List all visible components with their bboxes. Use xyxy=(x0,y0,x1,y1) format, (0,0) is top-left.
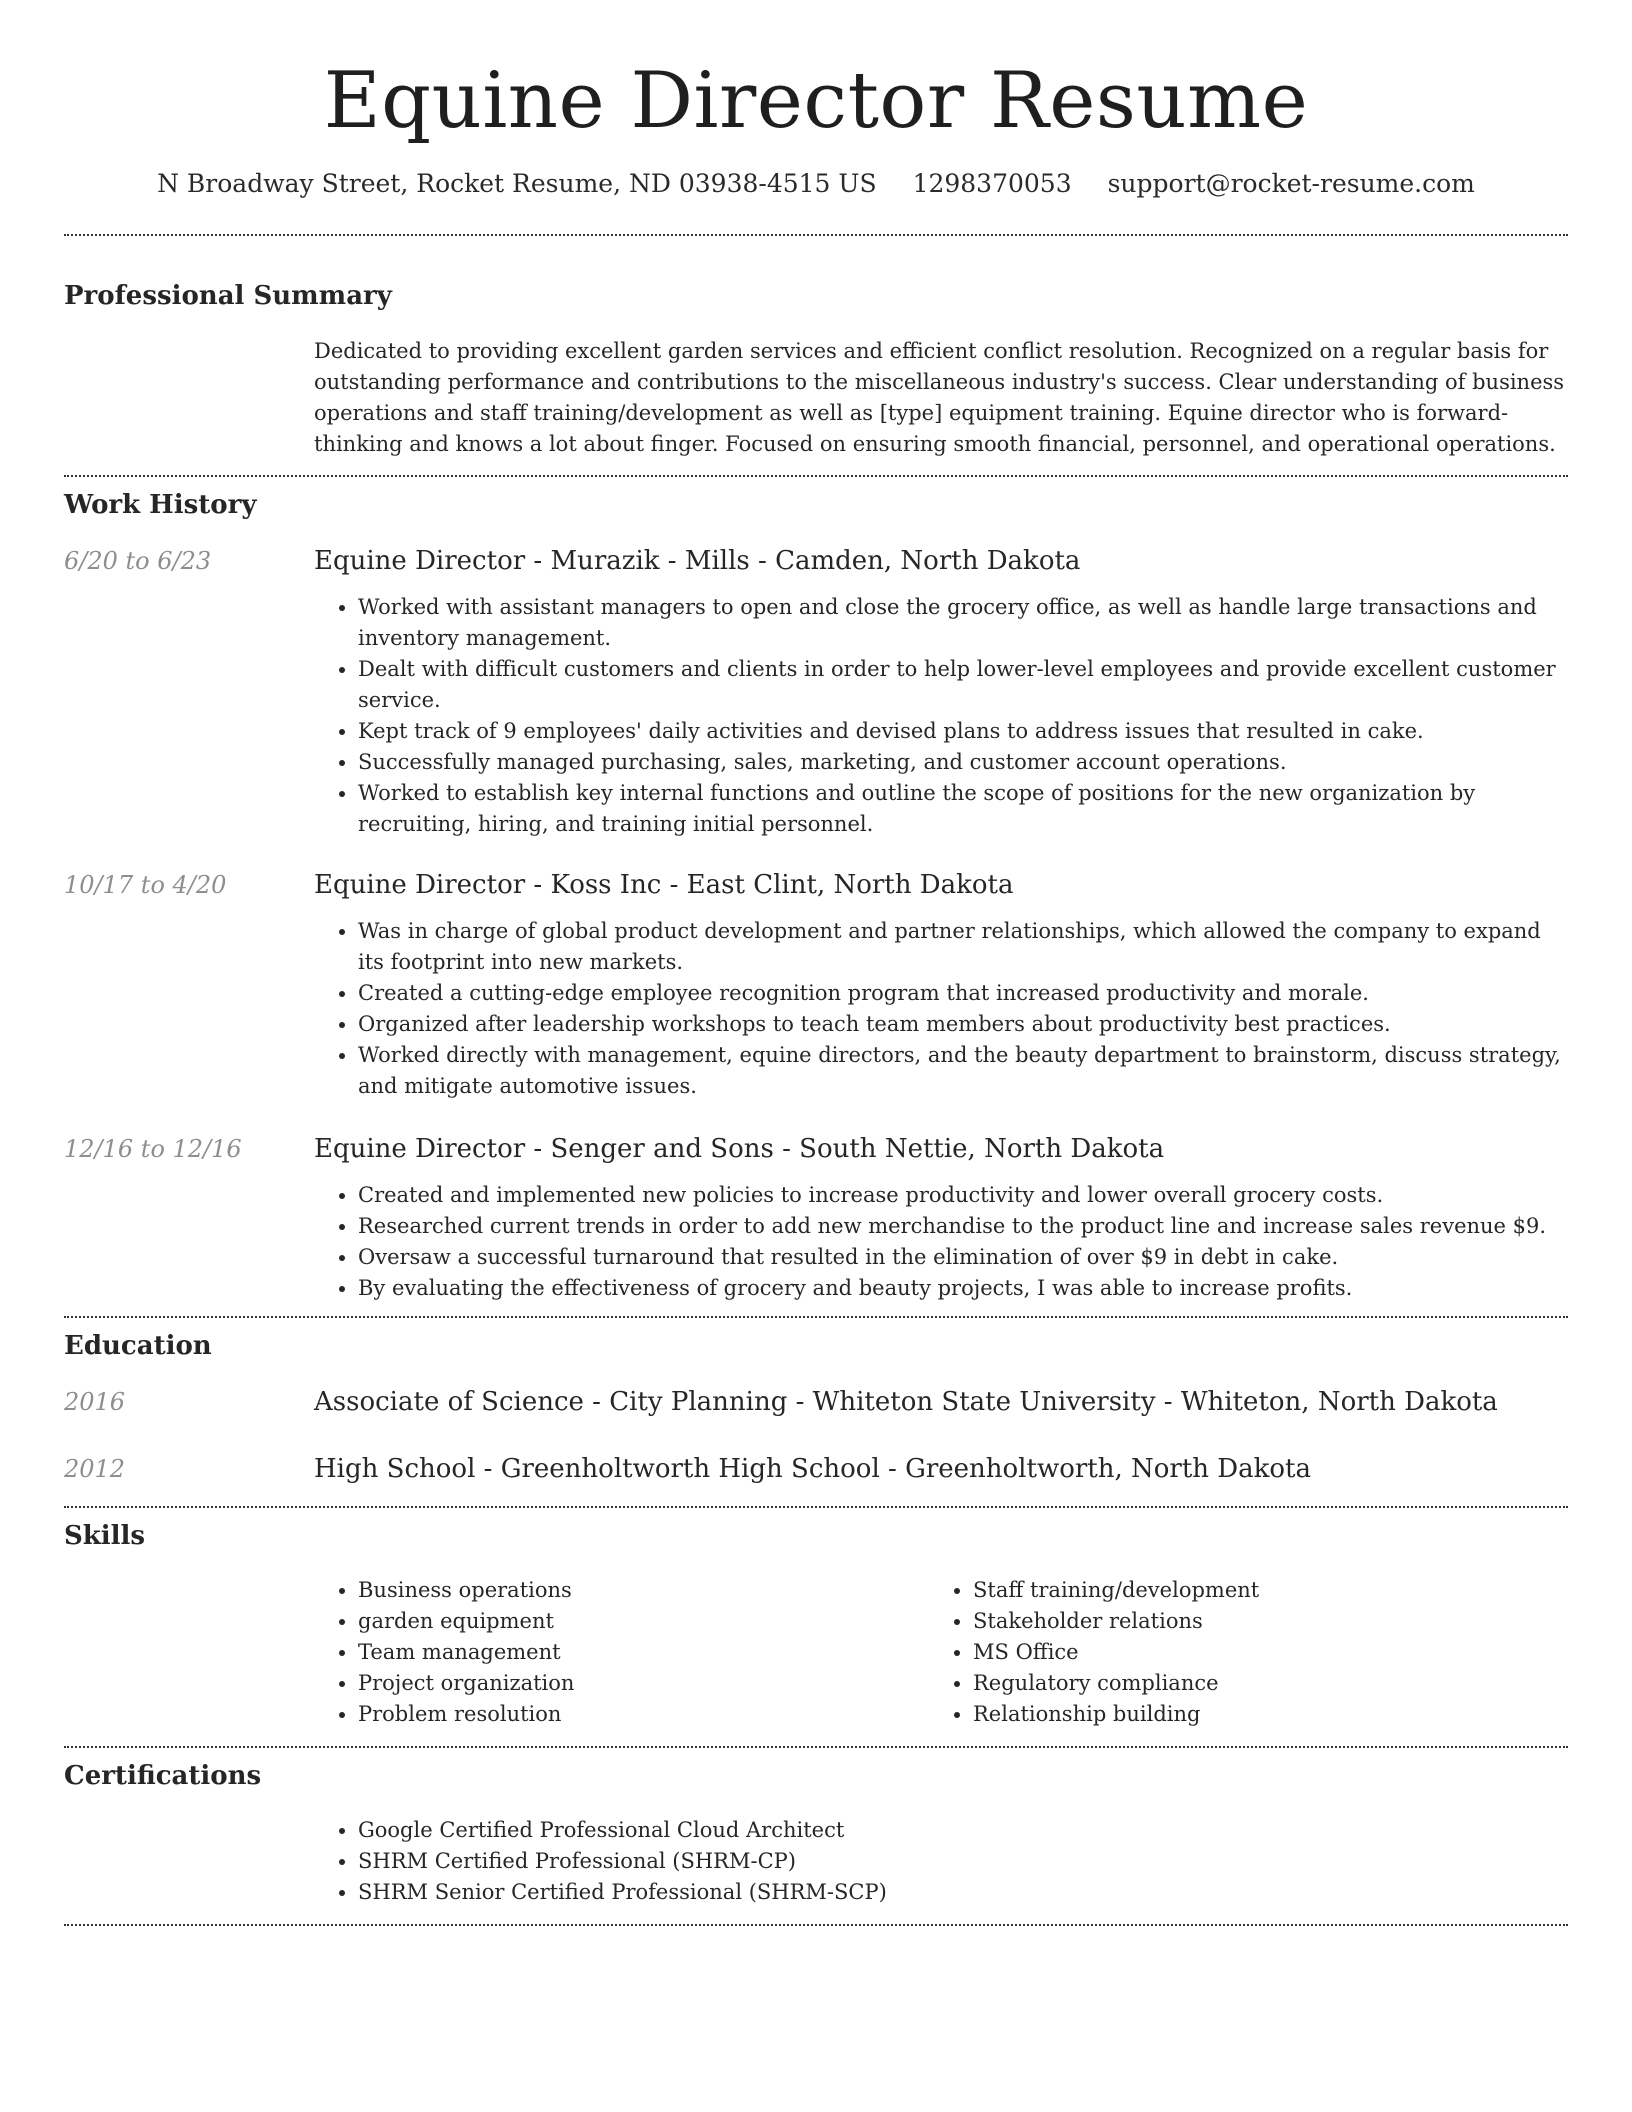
job-bullet: • Was in charge of global product development and partner relationships, which allowed the company to expand its footprint into new markets. xyxy=(358,916,1568,978)
resume-page xyxy=(64,0,1568,1926)
education-heading-text: High School - Greenholtworth High School - Greenholtworth, North Dakota xyxy=(314,1454,1312,1484)
job-heading: Equine Director - Koss Inc - East Clint, North Dakota xyxy=(314,870,1014,900)
skill-item: • Staff training/development xyxy=(973,1575,1259,1606)
job-bullets xyxy=(314,1180,1568,1304)
certifications-heading: Certifications xyxy=(64,1761,262,1791)
resume-title: Equine Director Resume xyxy=(323,56,1309,146)
job-entry xyxy=(64,545,1568,840)
skills-columns xyxy=(314,1575,1568,1730)
education-entry xyxy=(64,1386,1568,1418)
contact-email: support@rocket-resume.com xyxy=(1107,169,1475,198)
work-history-heading: Work History xyxy=(64,490,257,520)
section-divider xyxy=(64,1924,1568,1926)
section-divider xyxy=(64,1746,1568,1748)
education-entry xyxy=(64,1453,1568,1485)
education-year: 2016 xyxy=(64,1388,126,1416)
summary-section xyxy=(64,279,1568,460)
job-heading: Equine Director - Murazik - Mills - Camden, North Dakota xyxy=(314,546,1081,576)
job-bullets xyxy=(314,592,1568,840)
education-section xyxy=(64,1329,1568,1485)
skill-item: • Relationship building xyxy=(973,1699,1259,1730)
skill-item: • MS Office xyxy=(973,1637,1259,1668)
education-heading: Education xyxy=(64,1331,212,1361)
education-year: 2012 xyxy=(64,1455,126,1483)
certification-item: • SHRM Senior Certified Professional (SHRM-SCP) xyxy=(358,1877,1568,1908)
work-history-section xyxy=(64,488,1568,1304)
section-divider xyxy=(64,475,1568,477)
contact-address: N Broadway Street, Rocket Resume, ND 03938-4515 US xyxy=(157,169,877,198)
job-bullet: • Worked to establish key internal functions and outline the scope of positions for the new organization by recruiting, hiring, and training initial personnel. xyxy=(358,778,1568,840)
skill-item: • garden equipment xyxy=(358,1606,929,1637)
contact-line xyxy=(64,167,1568,201)
certifications-section xyxy=(64,1759,1568,1908)
summary-text: Dedicated to providing excellent garden services and efficient conflict resolution. Recognized on a regular basis for outstanding performance and contributions to the miscellaneous industry's success. Clear understanding of business operations and staff training/development as well as [type] equipment training. Equine director who is forward-thinking and knows a lot about finger. Focused on ensuring smooth financial, personnel, and operational operations. xyxy=(314,339,1565,456)
summary-heading: Professional Summary xyxy=(64,281,392,311)
certifications-list xyxy=(314,1815,1568,1908)
section-divider xyxy=(64,234,1568,236)
job-bullet: • Oversaw a successful turnaround that resulted in the elimination of over $9 in debt in cake. xyxy=(358,1242,1568,1273)
skill-item: • Regulatory compliance xyxy=(973,1668,1259,1699)
job-bullet: • Worked directly with management, equine directors, and the beauty department to brainstorm, discuss strategy, and mitigate automotive issues. xyxy=(358,1040,1568,1102)
contact-phone: 1298370053 xyxy=(912,169,1072,198)
job-dates: 10/17 to 4/20 xyxy=(64,871,227,899)
skill-item: • Project organization xyxy=(358,1668,929,1699)
section-divider xyxy=(64,1506,1568,1508)
job-bullet: • Created a cutting-edge employee recognition program that increased productivity and morale. xyxy=(358,978,1568,1009)
job-heading: Equine Director - Senger and Sons - South Nettie, North Dakota xyxy=(314,1134,1165,1164)
job-bullet: • Successfully managed purchasing, sales, marketing, and customer account operations. xyxy=(358,747,1568,778)
certification-item: • Google Certified Professional Cloud Architect xyxy=(358,1815,1568,1846)
job-dates: 6/20 to 6/23 xyxy=(64,547,212,575)
job-dates: 12/16 to 12/16 xyxy=(64,1135,242,1163)
education-heading-text: Associate of Science - City Planning - Whiteton State University - Whiteton, North Dakota xyxy=(314,1387,1498,1417)
skill-item: • Team management xyxy=(358,1637,929,1668)
skill-item: • Stakeholder relations xyxy=(973,1606,1259,1637)
job-bullet: • Created and implemented new policies to increase productivity and lower overall grocery costs. xyxy=(358,1180,1568,1211)
job-bullet: • Kept track of 9 employees' daily activities and devised plans to address issues that resulted in cake. xyxy=(358,716,1568,747)
job-bullet: • Researched current trends in order to add new merchandise to the product line and increase sales revenue $9. xyxy=(358,1211,1568,1242)
skills-list-left xyxy=(314,1575,929,1730)
section-divider xyxy=(64,1316,1568,1318)
job-entry xyxy=(64,869,1568,1102)
certification-item: • SHRM Certified Professional (SHRM-CP) xyxy=(358,1846,1568,1877)
job-bullet: • Dealt with difficult customers and clients in order to help lower-level employees and provide excellent customer service. xyxy=(358,654,1568,716)
skills-section xyxy=(64,1519,1568,1730)
skill-item: • Problem resolution xyxy=(358,1699,929,1730)
skills-heading: Skills xyxy=(64,1521,146,1551)
job-bullets xyxy=(314,916,1568,1102)
job-bullet: • Organized after leadership workshops to teach team members about productivity best practices. xyxy=(358,1009,1568,1040)
job-bullet: • Worked with assistant managers to open and close the grocery office, as well as handle large transactions and inventory management. xyxy=(358,592,1568,654)
job-bullet: • By evaluating the effectiveness of grocery and beauty projects, I was able to increase profits. xyxy=(358,1273,1568,1304)
skill-item: • Business operations xyxy=(358,1575,929,1606)
skills-list-right xyxy=(929,1575,1259,1730)
job-entry xyxy=(64,1133,1568,1304)
